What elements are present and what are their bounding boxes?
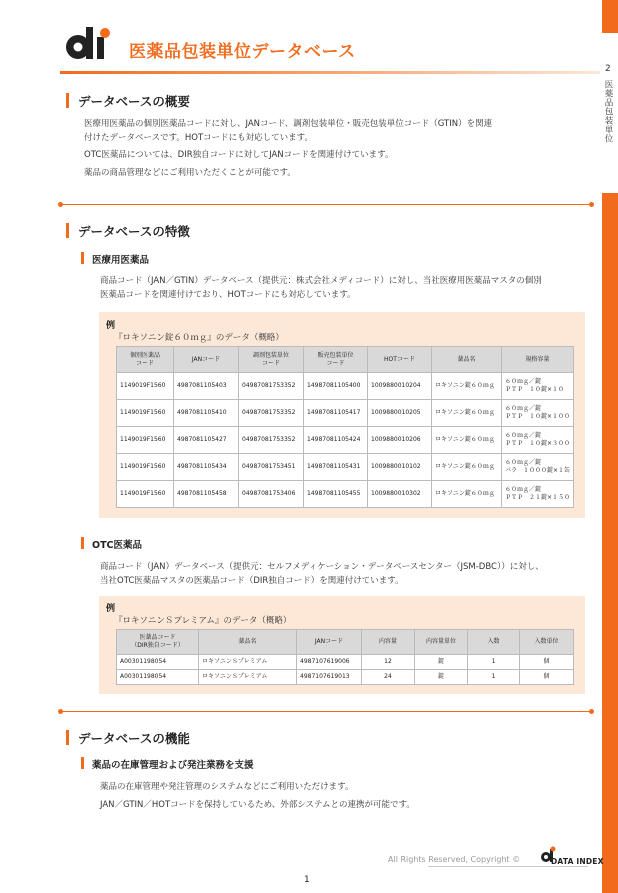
table-cell: 1149019F1560: [117, 454, 174, 481]
table-cell: 1: [468, 670, 520, 685]
overview-heading: データベースの概要: [66, 92, 190, 110]
table-cell: ６０ｍｇ／錠 ＰＴＰ １０錠×１０: [502, 373, 574, 400]
ethical-data-table: [116, 346, 574, 508]
table-cell: 1009880010205: [368, 400, 432, 427]
ethical-drugs-text: [100, 274, 595, 302]
table-cell: 14987081105431: [304, 454, 368, 481]
ethical-line: 医薬品コードを関連付けており、HOTコードにも対応しています。: [100, 290, 356, 300]
column-header: 販売包装単位 コード: [304, 347, 368, 373]
table-row: [117, 427, 574, 454]
table-cell: 24: [362, 670, 415, 685]
column-header: 入数単位: [520, 630, 574, 655]
table-row: [117, 400, 574, 427]
table-cell: ６０ｍｇ／錠 バラ １０００錠×１缶: [502, 454, 574, 481]
table-cell: 1009880010302: [368, 481, 432, 508]
table-cell: ６０ｍｇ／錠 ＰＴＰ １０錠×３００: [502, 427, 574, 454]
table-cell: ロキソニン錠６０ｍｇ: [432, 481, 502, 508]
column-header: 個別医薬品 コード: [117, 347, 174, 373]
table-cell: 4987081105403: [174, 373, 239, 400]
table-cell: 1149019F1560: [117, 400, 174, 427]
table-cell: 04987081753352: [239, 373, 304, 400]
column-header: 医薬品コード （DIR独自コード）: [117, 630, 199, 655]
column-header: JANコード: [174, 347, 239, 373]
ethical-drugs-heading: 医療用医薬品: [81, 252, 149, 266]
table-cell: 個: [520, 670, 574, 685]
overview-line: 薬品の商品管理などにご利用いただくことが可能です。: [84, 168, 296, 178]
column-header: 入数: [468, 630, 520, 655]
table-cell: 04987081753406: [239, 481, 304, 508]
side-section-label: 医薬品包装単位: [603, 80, 613, 143]
otc-example-caption: 『ロキソニンＳプレミアム』のデータ（概略）: [114, 616, 292, 626]
table-cell: 04987081753352: [239, 400, 304, 427]
table-cell: 1009880010102: [368, 454, 432, 481]
table-cell: A00301198054: [117, 655, 199, 670]
table-cell: ６０ｍｇ／錠 ＰＴＰ ２１錠×１５０: [502, 481, 574, 508]
title-rule: [60, 71, 600, 74]
otc-line: 商品コード（JAN）データベース（提供元：セルフメディケーション・データベースセンター（JSM-DBC））に対し、: [100, 562, 544, 572]
ethical-example-label: 例: [106, 321, 116, 331]
side-page-number: 2: [605, 64, 611, 74]
table-cell: 4987107619006: [297, 655, 362, 670]
table-row: [117, 655, 574, 670]
ethical-line: 商品コード（JAN／GTIN）データベース（提供元：株式会社メディコード）に対し、当社医療用医薬品マスタの個別: [100, 276, 542, 286]
footer-rule: [428, 866, 588, 867]
section-divider: [60, 204, 592, 205]
page-title: 医薬品包装単位データベース: [129, 42, 356, 62]
table-cell: 1009880010204: [368, 373, 432, 400]
table-cell: ロキソニンＳプレミアム: [199, 670, 297, 685]
overview-line: OTC医薬品については、DIR独自コードに対してJANコードを関連付けています。: [84, 150, 394, 160]
otc-drugs-text: [100, 560, 595, 588]
table-cell: 1: [468, 655, 520, 670]
table-cell: 4987081105434: [174, 454, 239, 481]
table-cell: 14987081105417: [304, 400, 368, 427]
overview-line: 医療用医薬品の個別医薬品コードに対し、JANコード、調剤包装単位・販売包装単位コード（GTIN）を関連: [84, 119, 493, 129]
table-row: [117, 670, 574, 685]
otc-data-table: [116, 629, 574, 685]
table-cell: 12: [362, 655, 415, 670]
table-cell: ６０ｍｇ／錠 ＰＴＰ １０錠×１００: [502, 400, 574, 427]
side-accent-bar-bottom: [602, 193, 618, 893]
table-row: [117, 481, 574, 508]
column-header: 規格容量: [502, 347, 574, 373]
column-header: HOTコード: [368, 347, 432, 373]
table-cell: 14987081105400: [304, 373, 368, 400]
column-header: 薬品名: [199, 630, 297, 655]
table-cell: 4987081105458: [174, 481, 239, 508]
otc-example-label: 例: [106, 604, 116, 614]
page-number: 1: [304, 875, 310, 885]
table-cell: 4987081105410: [174, 400, 239, 427]
section-divider: [60, 711, 592, 712]
table-cell: ロキソニンＳプレミアム: [199, 655, 297, 670]
table-cell: ロキソニン錠６０ｍｇ: [432, 373, 502, 400]
functions-line: JAN／GTIN／HOTコードを保持しているため、外部システムとの連携が可能です。: [100, 800, 415, 810]
table-cell: ロキソニン錠６０ｍｇ: [432, 427, 502, 454]
table-cell: A00301198054: [117, 670, 199, 685]
table-cell: 14987081105455: [304, 481, 368, 508]
side-accent-bar-top: [602, 0, 618, 33]
table-cell: 1149019F1560: [117, 481, 174, 508]
table-cell: 1009880010206: [368, 427, 432, 454]
table-cell: 4987081105427: [174, 427, 239, 454]
table-cell: 個: [520, 655, 574, 670]
otc-line: 当社OTC医薬品マスタの医薬品コード（DIR独自コード）を関連付けています。: [100, 576, 404, 586]
column-header: 調剤包装単位 コード: [239, 347, 304, 373]
footer-brand: DATA INDEX: [551, 857, 604, 866]
functions-line: 薬品の在庫管理や発注管理のシステムなどにご利用いただけます。: [100, 782, 354, 792]
column-header: 内容量単位: [415, 630, 468, 655]
overview-line: 付けたデータベースです。HOTコードにも対応しています。: [84, 133, 313, 143]
data-index-logo-icon: [63, 23, 115, 63]
copyright-text: All Rights Reserved, Copyright ©: [388, 855, 521, 864]
table-cell: 04987081753451: [239, 454, 304, 481]
ethical-example-caption: 『ロキソニン錠６０ｍｇ』のデータ（概略）: [114, 333, 284, 343]
table-cell: 1149019F1560: [117, 373, 174, 400]
overview-text: [84, 117, 594, 180]
functions-subheading: 薬品の在庫管理および発注業務を支援: [81, 757, 254, 771]
table-cell: 錠: [415, 655, 468, 670]
column-header: 内容量: [362, 630, 415, 655]
table-cell: 04987081753352: [239, 427, 304, 454]
table-cell: 1149019F1560: [117, 427, 174, 454]
table-cell: 錠: [415, 670, 468, 685]
table-cell: ロキソニン錠６０ｍｇ: [432, 454, 502, 481]
column-header: JANコード: [297, 630, 362, 655]
features-heading: データベースの特徴: [66, 222, 190, 240]
table-row: [117, 373, 574, 400]
table-cell: 14987081105424: [304, 427, 368, 454]
functions-text: [100, 780, 595, 812]
table-cell: ロキソニン錠６０ｍｇ: [432, 400, 502, 427]
table-cell: 4987107619013: [297, 670, 362, 685]
column-header: 薬品名: [432, 347, 502, 373]
otc-drugs-heading: OTC医薬品: [81, 537, 142, 551]
table-row: [117, 454, 574, 481]
functions-heading: データベースの機能: [66, 729, 190, 747]
